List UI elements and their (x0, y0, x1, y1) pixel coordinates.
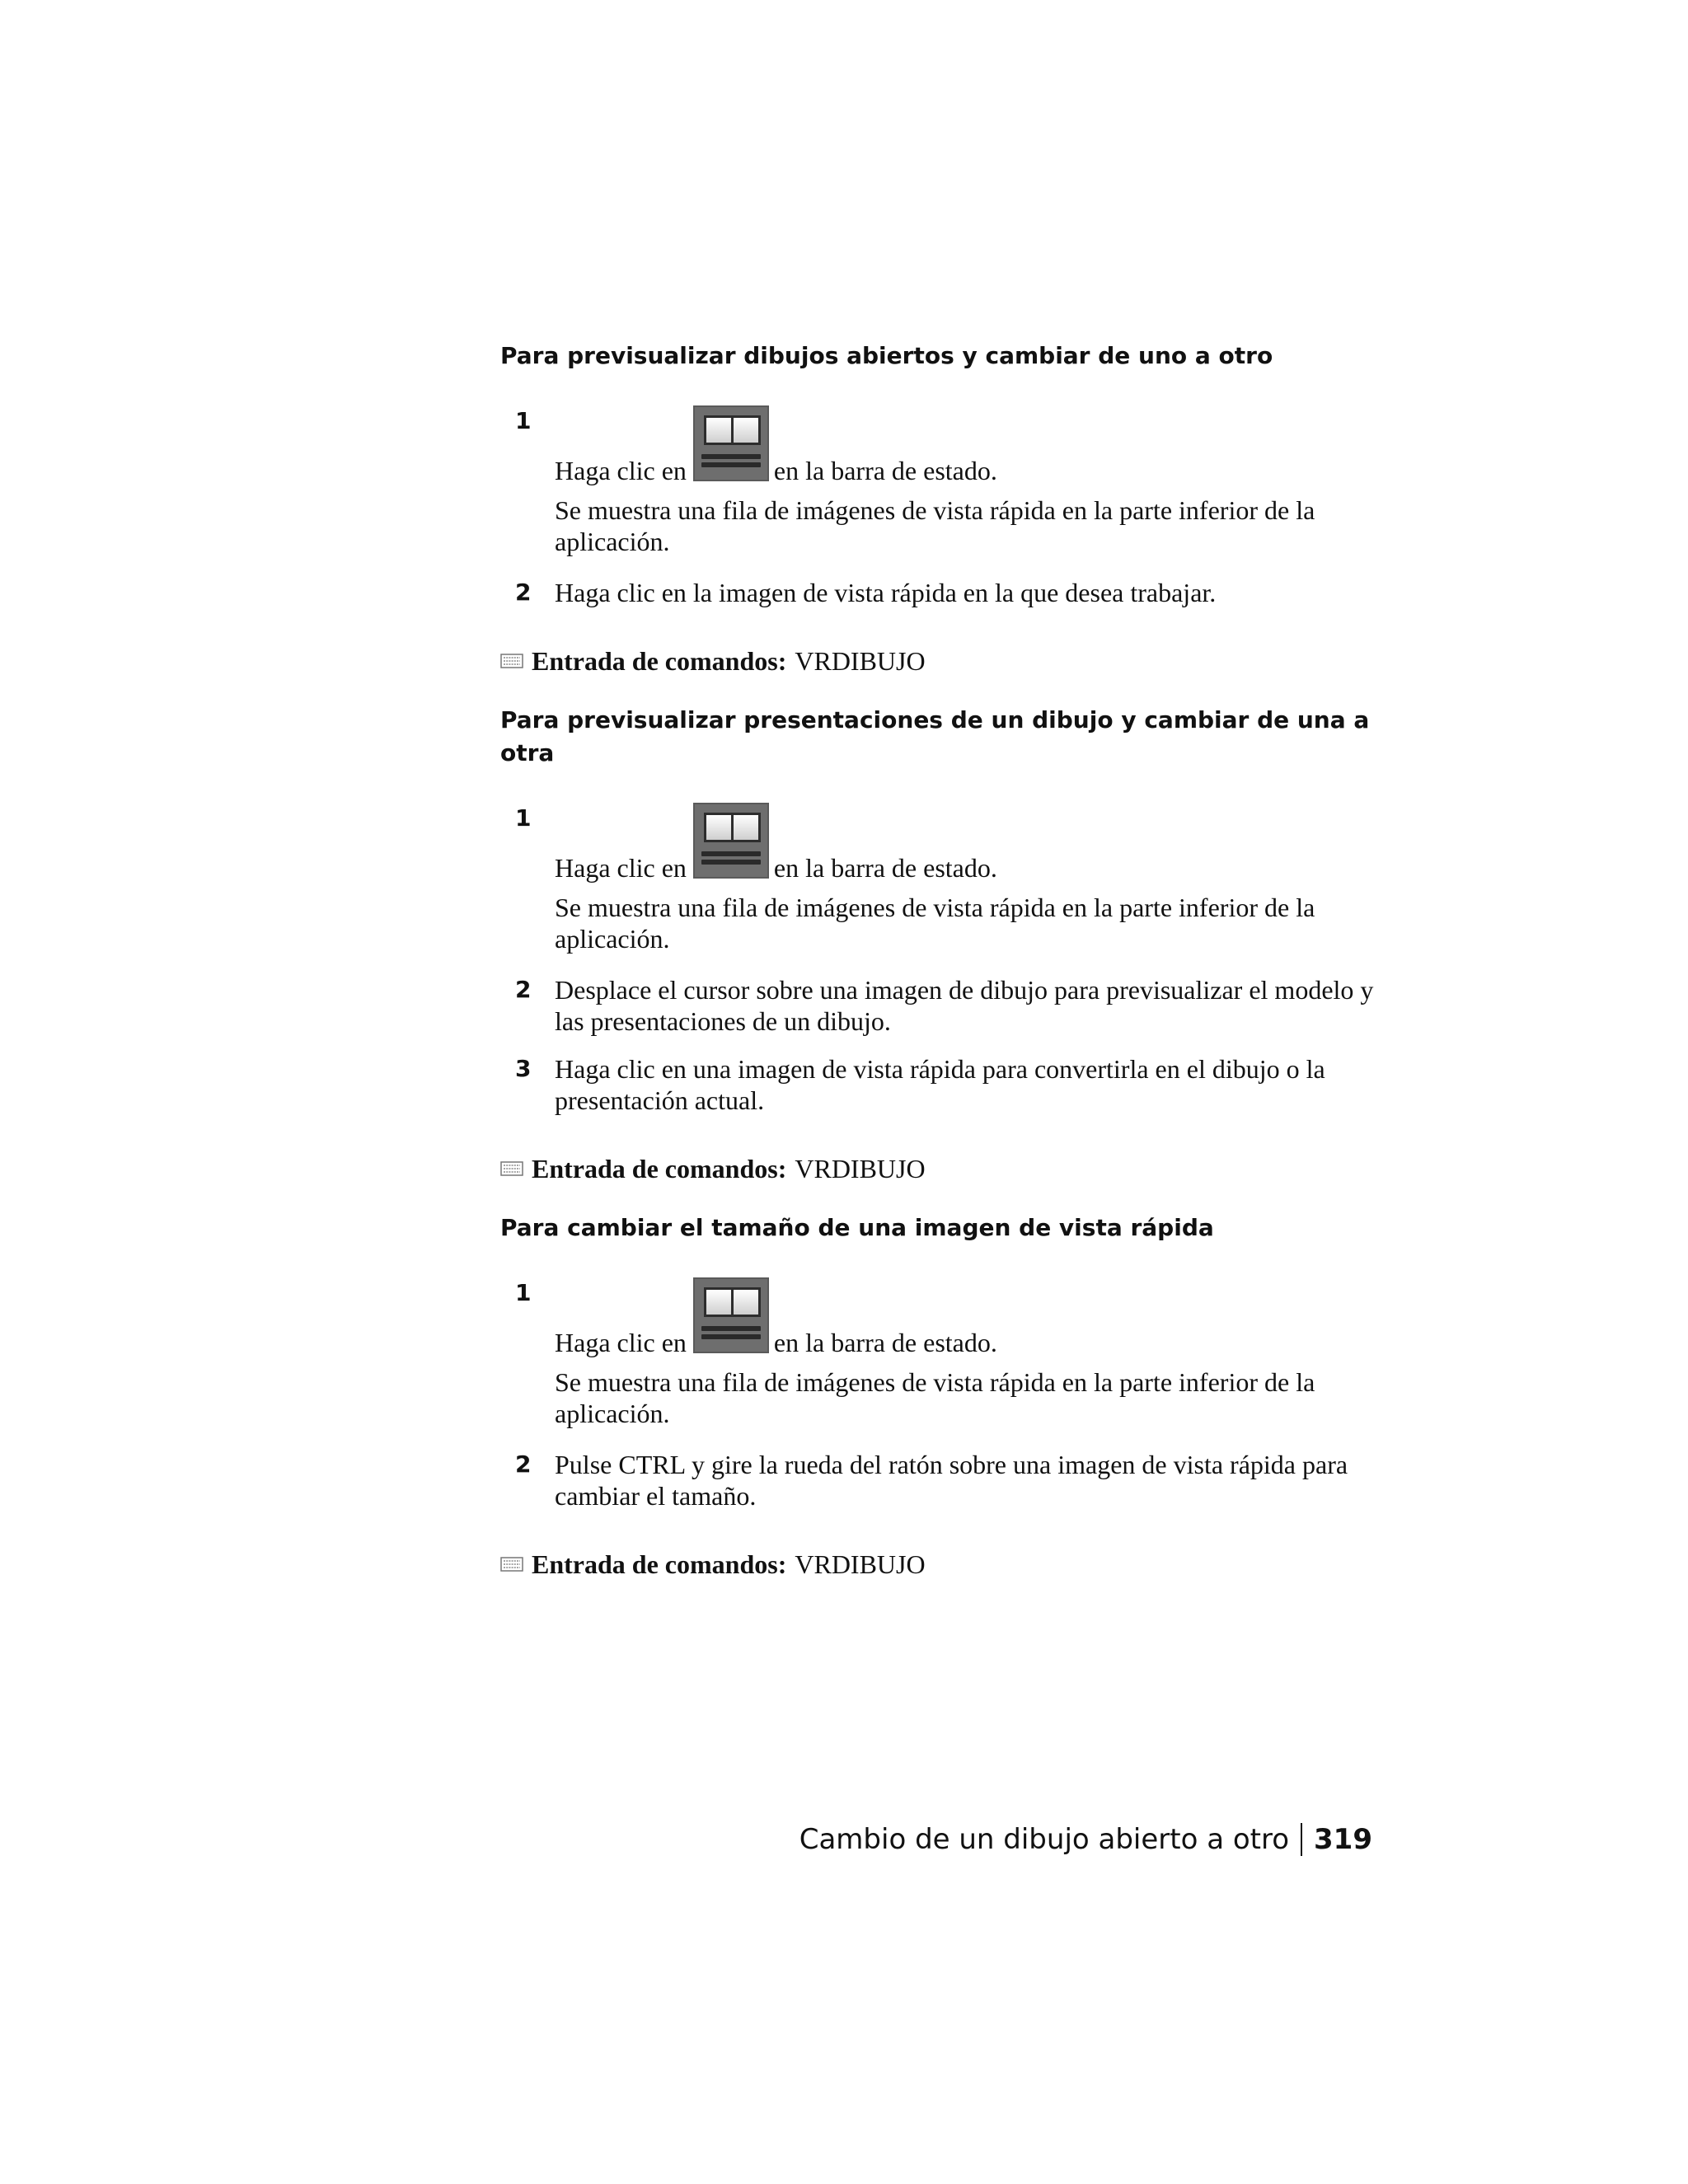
step-text: Desplace el cursor sobre una imagen de dibujo para previsualizar el modelo y las presentaciones de un dibujo. (555, 975, 1374, 1036)
step-number: 2 (515, 579, 532, 606)
quick-view-drawings-icon (693, 1277, 769, 1353)
command-entry-label: Entrada de comandos: (532, 646, 787, 676)
list-item (500, 577, 1374, 608)
step-text-before: Haga clic en (555, 853, 687, 883)
command-entry-label: Entrada de comandos: (532, 1549, 787, 1579)
step-number: 1 (515, 1279, 532, 1306)
command-name: VRDIBUJO (795, 1549, 926, 1579)
keyboard-icon (500, 1556, 523, 1572)
command-name: VRDIBUJO (795, 1154, 926, 1183)
command-name: VRDIBUJO (795, 646, 926, 676)
keyboard-icon (500, 1160, 523, 1177)
page-number: 319 (1314, 1823, 1372, 1856)
command-entry-label: Entrada de comandos: (532, 1154, 787, 1183)
keyboard-icon (500, 653, 523, 669)
step-description: Se muestra una fila de imágenes de vista rápida en la parte inferior de la aplicación. (555, 893, 1315, 954)
steps-list (500, 405, 1374, 608)
step-text: Pulse CTRL y gire la rueda del ratón sobre una imagen de vista rápida para cambiar el tamaño. (555, 1450, 1348, 1511)
procedure-resize-quick-view (500, 1212, 1374, 1581)
footer-section-title: Cambio de un dibujo abierto a otro (799, 1823, 1290, 1856)
step-text-after: en la barra de estado. (773, 1328, 997, 1357)
step-text (555, 405, 1374, 486)
step-text (555, 803, 1374, 883)
step-description: Se muestra una fila de imágenes de vista rápida en la parte inferior de la aplicación. (555, 1367, 1315, 1428)
step-text-after: en la barra de estado. (773, 456, 997, 485)
list-item (500, 1277, 1374, 1429)
footer-divider (1301, 1823, 1302, 1856)
step-number: 1 (515, 407, 532, 434)
step-number: 2 (515, 1451, 532, 1478)
list-item (500, 803, 1374, 954)
list-item (500, 974, 1374, 1037)
page-content (500, 340, 1374, 1581)
steps-list (500, 803, 1374, 1116)
list-item (500, 1053, 1374, 1116)
step-number: 3 (515, 1055, 532, 1082)
command-entry (500, 644, 1374, 677)
procedure-preview-open-drawings (500, 340, 1374, 677)
step-text: Haga clic en una imagen de vista rápida para convertirla en el dibujo o la presentación actual. (555, 1054, 1325, 1115)
command-entry (500, 1152, 1374, 1185)
command-entry (500, 1548, 1374, 1581)
procedure-title: Para cambiar el tamaño de una imagen de vista rápida (500, 1214, 1214, 1241)
step-description: Se muestra una fila de imágenes de vista rápida en la parte inferior de la aplicación. (555, 495, 1315, 556)
quick-view-drawings-icon (693, 405, 769, 481)
step-number: 1 (515, 804, 532, 832)
step-number: 2 (515, 976, 532, 1003)
list-item (500, 1449, 1374, 1511)
step-text-after: en la barra de estado. (773, 853, 997, 883)
steps-list (500, 1277, 1374, 1511)
quick-view-drawings-icon (693, 803, 769, 879)
step-text-before: Haga clic en (555, 456, 687, 485)
step-text: Haga clic en la imagen de vista rápida en la que desea trabajar. (555, 578, 1217, 607)
procedure-preview-layouts (500, 704, 1374, 1185)
list-item (500, 405, 1374, 557)
step-text (555, 1277, 1374, 1358)
procedure-title: Para previsualizar presentaciones de un dibujo y cambiar de una a otra (500, 706, 1370, 766)
page-footer (799, 1820, 1372, 1859)
step-text-before: Haga clic en (555, 1328, 687, 1357)
procedure-title: Para previsualizar dibujos abiertos y cambiar de uno a otro (500, 342, 1273, 369)
